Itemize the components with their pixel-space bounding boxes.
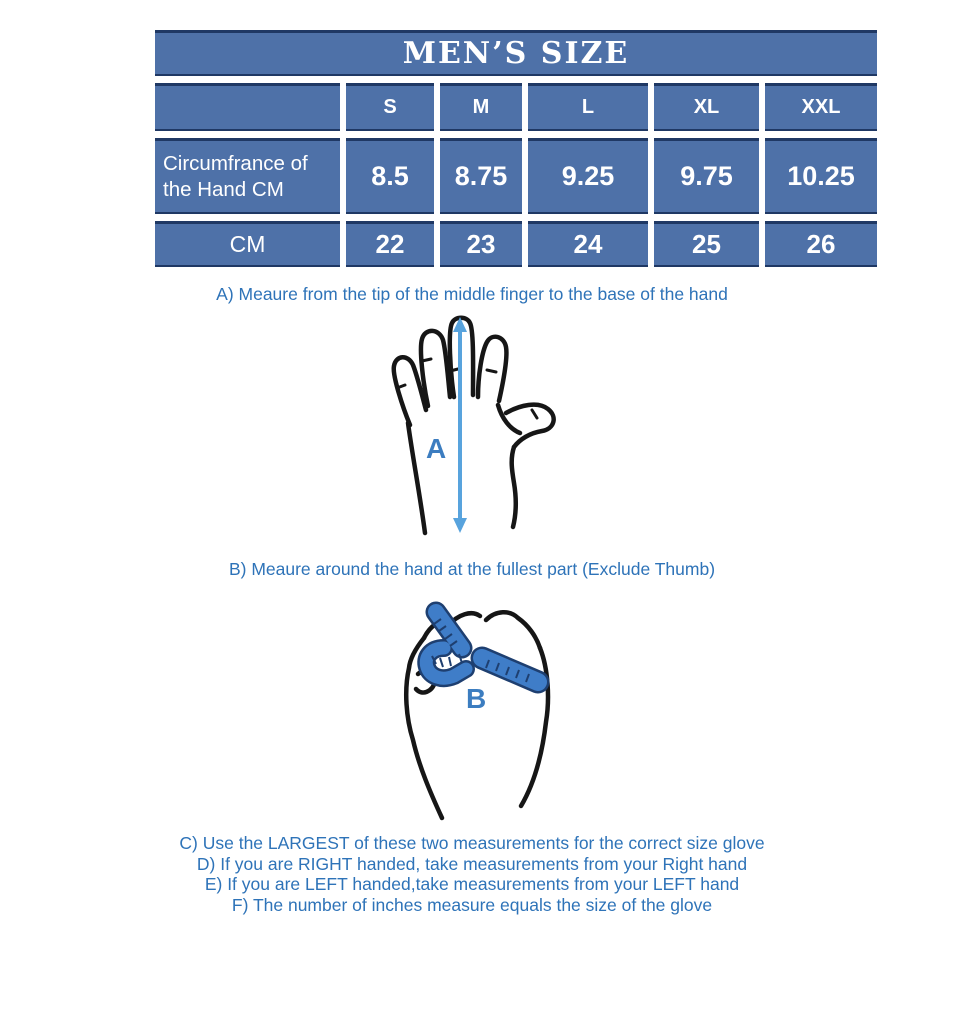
- measure-arrow-icon: [453, 317, 467, 533]
- cm-value-m: 23: [440, 221, 522, 267]
- fist-diagram: [388, 586, 580, 826]
- cm-value-xxl: 26: [765, 221, 877, 267]
- diagram-label-a: A: [426, 433, 447, 464]
- instruction-e: E) If you are LEFT handed,take measurements from your LEFT hand: [204, 874, 740, 894]
- diagram-label-b: B: [466, 683, 487, 714]
- row-label-cm: CM: [155, 221, 340, 267]
- size-header-s: S: [346, 83, 434, 131]
- open-hand-diagram: [370, 313, 590, 548]
- fist-outline-icon: [406, 612, 548, 818]
- instruction-b: B) Meaure around the hand at the fullest part (Exclude Thumb): [228, 559, 716, 579]
- circumference-value-s: 8.5: [346, 138, 434, 214]
- size-header-l: L: [528, 83, 648, 131]
- cm-value-xl: 25: [654, 221, 759, 267]
- cm-value-l: 24: [528, 221, 648, 267]
- size-header-m: M: [440, 83, 522, 131]
- instructions-c-f: [0, 833, 944, 915]
- row-label-circumference: Circumfrance of the Hand CM: [155, 138, 340, 214]
- circumference-value-l: 9.25: [528, 138, 648, 214]
- size-header-xl: XL: [654, 83, 759, 131]
- instruction-a: A) Meaure from the tip of the middle finger to the base of the hand: [216, 284, 728, 304]
- mens-size-table: [155, 30, 877, 267]
- table-title: MEN’S SIZE: [155, 30, 877, 76]
- size-header-xxl: XXL: [765, 83, 877, 131]
- circumference-value-xl: 9.75: [654, 138, 759, 214]
- hand-outline-icon: [394, 318, 554, 533]
- instruction-f: F) The number of inches measure equals the size of the glove: [231, 894, 713, 915]
- cm-value-s: 22: [346, 221, 434, 267]
- instruction-d: D) If you are RIGHT handed, take measurements from your Right hand: [196, 853, 748, 874]
- instruction-c: C) Use the LARGEST of these two measurements for the correct size glove: [179, 833, 765, 853]
- circumference-value-xxl: 10.25: [765, 138, 877, 214]
- circumference-value-m: 8.75: [440, 138, 522, 214]
- corner-empty-cell: [155, 83, 340, 131]
